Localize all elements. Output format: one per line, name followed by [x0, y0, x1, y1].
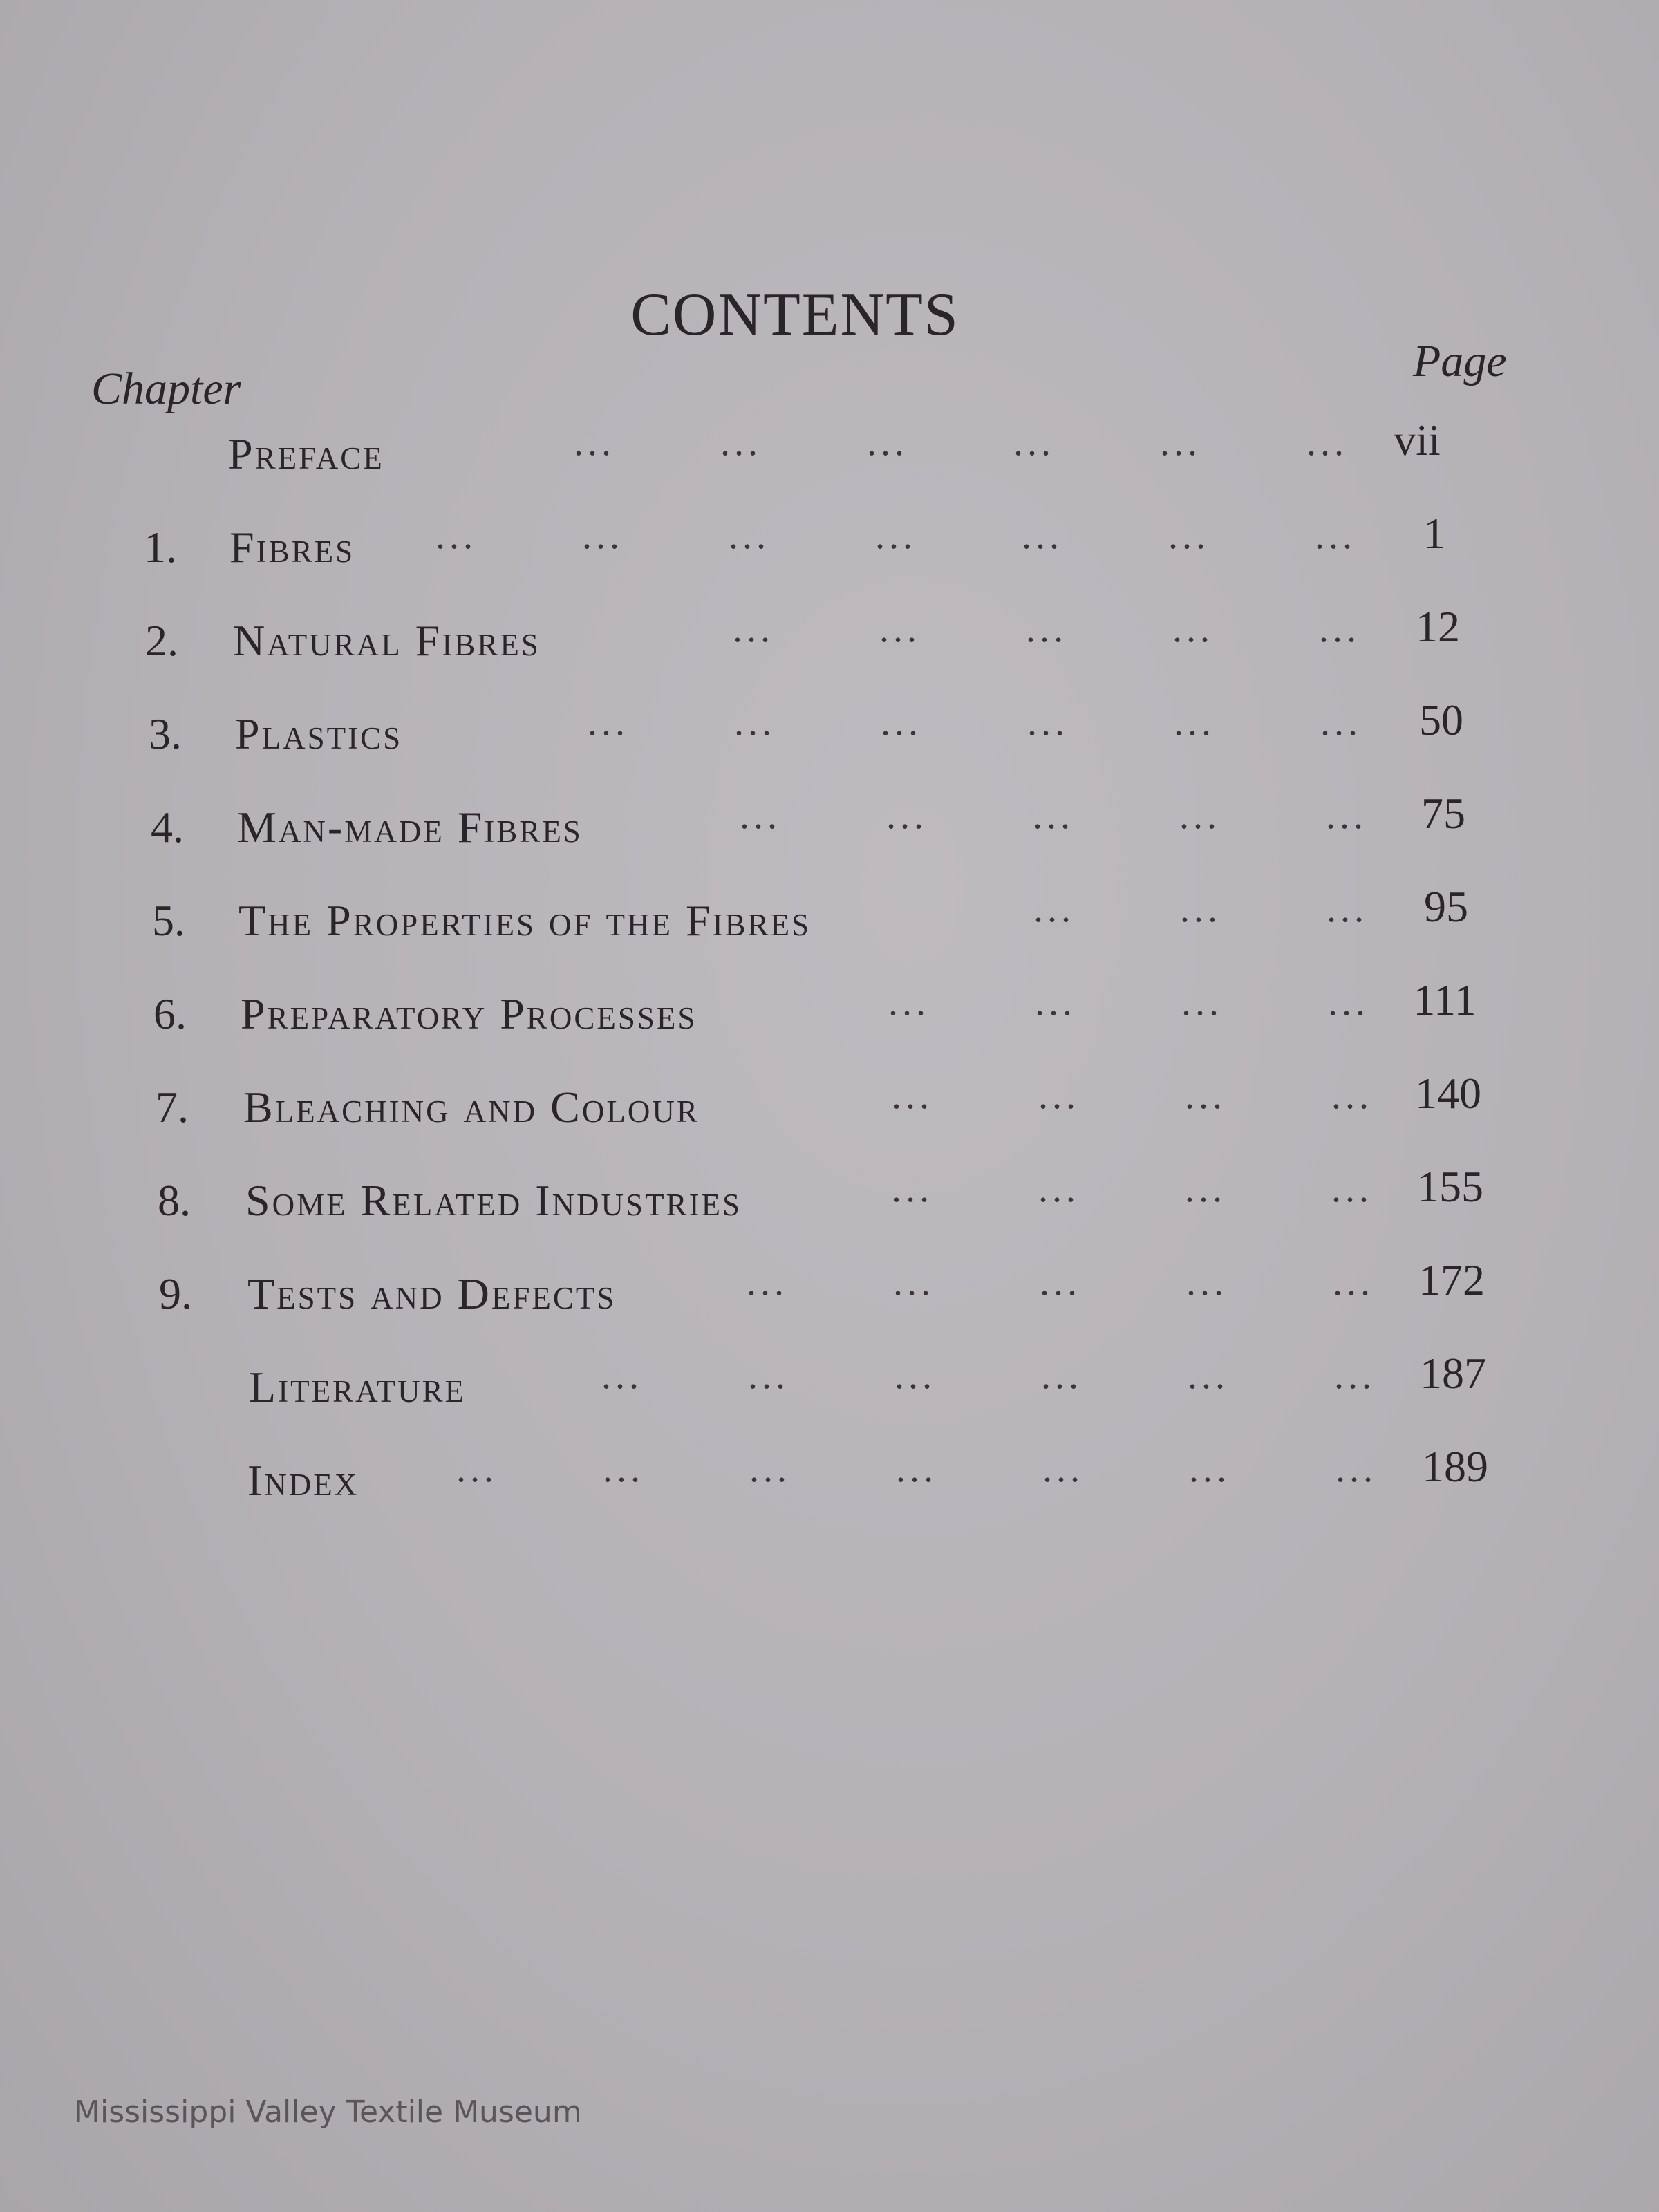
dot-leader: ...	[1189, 1447, 1230, 1490]
page-number: 111	[1413, 975, 1477, 1024]
chapter-number: 3.	[149, 709, 182, 758]
dot-leader: ...	[734, 701, 776, 744]
dot-leader: ...	[1185, 1168, 1226, 1210]
dot-leader: ...	[1320, 701, 1362, 744]
dot-leader: ...	[881, 701, 922, 744]
dot-leader: ...	[867, 421, 908, 464]
chapter-number: 9.	[159, 1269, 192, 1318]
dot-leader: ...	[1327, 888, 1368, 930]
dot-leader: ...	[1035, 981, 1076, 1024]
page-number: 172	[1418, 1255, 1485, 1304]
dot-leader: ...	[1306, 421, 1348, 464]
dot-leader: ...	[1174, 701, 1215, 744]
museum-watermark: Mississippi Valley Textile Museum	[74, 2094, 582, 2130]
chapter-title: Some Related Industries	[245, 1176, 742, 1225]
chapter-number: 1.	[144, 523, 177, 572]
dot-leader: ...	[1168, 514, 1210, 557]
toc-entry	[0, 1069, 1659, 1158]
dot-leader: ...	[1319, 608, 1360, 650]
chapter-title: Fibres	[229, 523, 355, 572]
dot-leader: ...	[1335, 1447, 1377, 1490]
dot-leader: ...	[1041, 1354, 1082, 1397]
dot-leader: ...	[875, 514, 917, 557]
dot-leader: ...	[1160, 421, 1201, 464]
chapter-number: 8.	[158, 1176, 191, 1225]
dot-leader: ...	[1026, 608, 1067, 650]
dot-leader: ...	[1331, 1168, 1373, 1210]
chapter-title: Man-made Fibres	[237, 803, 583, 852]
toc-entry	[0, 695, 1659, 785]
chapter-column-label: Chapter	[91, 364, 241, 414]
dot-leader: ...	[886, 794, 928, 837]
toc-entry	[0, 1442, 1659, 1531]
chapter-title: Bleaching and Colour	[243, 1082, 700, 1132]
toc-entry	[0, 1349, 1659, 1438]
page-number: 155	[1417, 1162, 1483, 1211]
chapter-number: 4.	[151, 803, 184, 852]
page-number: 12	[1416, 602, 1460, 651]
chapter-number: 5.	[152, 896, 185, 945]
dot-leader: ...	[749, 1447, 791, 1490]
dot-leader: ...	[1179, 794, 1221, 837]
dot-leader: ...	[456, 1447, 498, 1490]
dot-leader: ...	[1328, 981, 1369, 1024]
chapter-title: Literature	[249, 1362, 467, 1412]
chapter-number: 2.	[145, 616, 178, 665]
dot-leader: ...	[1042, 1447, 1084, 1490]
dot-leader: ...	[1181, 981, 1223, 1024]
dot-leader: ...	[1185, 1074, 1226, 1117]
dot-leader: ...	[896, 1447, 937, 1490]
page-number: 140	[1415, 1069, 1481, 1118]
toc-entry	[0, 789, 1659, 878]
dot-leader: ...	[1331, 1074, 1373, 1117]
dot-leader: ...	[892, 1168, 933, 1210]
page-number: 50	[1419, 695, 1463, 744]
dot-leader: ...	[601, 1354, 643, 1397]
dot-leader: ...	[1038, 1074, 1080, 1117]
dot-leader: ...	[879, 608, 921, 650]
chapter-title: Index	[247, 1456, 359, 1505]
dot-leader: ...	[748, 1354, 789, 1397]
dot-leader: ...	[1013, 421, 1055, 464]
page-number: 95	[1424, 882, 1468, 931]
toc-entry	[0, 1255, 1659, 1344]
dot-leader: ...	[1172, 608, 1214, 650]
toc-entry	[0, 509, 1659, 598]
dot-leader: ...	[1188, 1354, 1229, 1397]
toc-entry	[0, 975, 1659, 1065]
dot-leader: ...	[1033, 794, 1074, 837]
dot-leader: ...	[740, 794, 781, 837]
dot-leader: ...	[582, 514, 624, 557]
page-number: vii	[1394, 415, 1441, 465]
dot-leader: ...	[435, 514, 477, 557]
page-number: 1	[1423, 509, 1445, 558]
toc-entry	[0, 882, 1659, 971]
dot-leader: ...	[1033, 888, 1075, 930]
dot-leader: ...	[747, 1261, 788, 1304]
page-number: 187	[1420, 1349, 1486, 1398]
contents-heading: CONTENTS	[630, 281, 959, 348]
dot-leader: ...	[1186, 1261, 1228, 1304]
chapter-title: Tests and Defects	[247, 1269, 617, 1318]
page-number: 75	[1421, 789, 1465, 838]
chapter-title: Preface	[228, 429, 384, 478]
dot-leader: ...	[894, 1354, 936, 1397]
toc-entry	[0, 415, 1659, 505]
page-number: 189	[1422, 1442, 1488, 1491]
dot-leader: ...	[892, 1074, 933, 1117]
chapter-number: 7.	[156, 1082, 189, 1132]
chapter-title: Preparatory Processes	[241, 989, 697, 1038]
dot-leader: ...	[588, 701, 629, 744]
chapter-title: The Properties of the Fibres	[238, 896, 812, 945]
dot-leader: ...	[1334, 1354, 1376, 1397]
page-column-label: Page	[1413, 336, 1507, 386]
dot-leader: ...	[603, 1447, 644, 1490]
toc-entry	[0, 602, 1659, 691]
dot-leader: ...	[1022, 514, 1063, 557]
dot-leader: ...	[1315, 514, 1356, 557]
dot-leader: ...	[1027, 701, 1069, 744]
dot-leader: ...	[1180, 888, 1221, 930]
dot-leader: ...	[729, 514, 770, 557]
chapter-number: 6.	[153, 989, 187, 1038]
dot-leader: ...	[1040, 1261, 1081, 1304]
chapter-title: Plastics	[235, 709, 403, 758]
dot-leader: ...	[733, 608, 774, 650]
dot-leader: ...	[888, 981, 930, 1024]
dot-leader: ...	[720, 421, 762, 464]
dot-leader: ...	[1333, 1261, 1374, 1304]
dot-leader: ...	[1326, 794, 1367, 837]
dot-leader: ...	[1038, 1168, 1080, 1210]
chapter-title: Natural Fibres	[233, 616, 541, 665]
toc-entry	[0, 1162, 1659, 1251]
dot-leader: ...	[574, 421, 615, 464]
dot-leader: ...	[893, 1261, 935, 1304]
